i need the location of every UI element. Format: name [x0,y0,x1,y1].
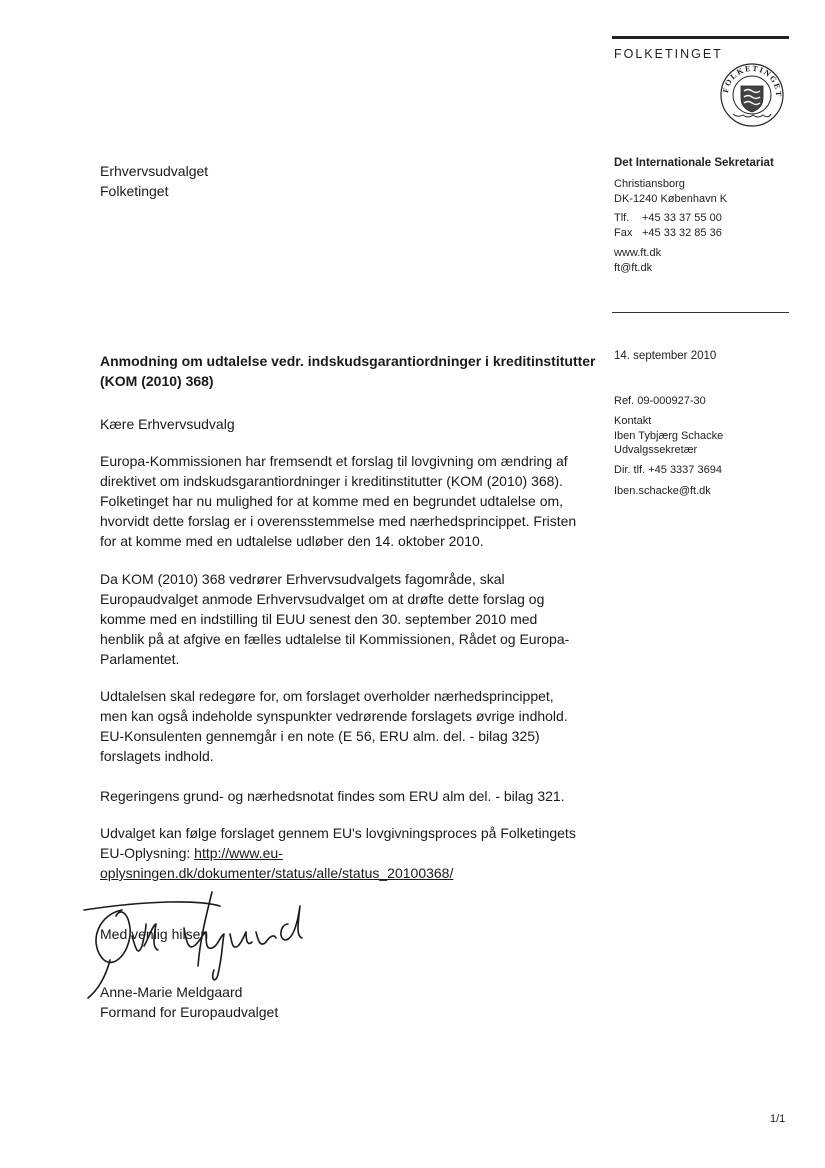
paragraph-line: Parlamentet. [100,651,180,667]
paragraph-4: Regeringens grund- og nærhedsnotat findes som ERU alm del. - bilag 321. [100,788,565,804]
paragraph-line: komme med en indstilling til EUU senest den 30. september 2010 med [100,611,538,627]
paragraph-line: Udvalget kan følge forslaget gennem EU's lovgivningsproces på Folketingets [100,825,576,841]
subject-line: Anmodning om udtalelse vedr. indskudsgarantiordninger i kreditinstitutter [100,353,596,369]
paragraph-line: direktivet om indskudsgarantiordninger i kreditinstitutter (KOM (2010) 368). [100,473,563,489]
paragraph-line: hvorvidt dette forslag er i overensstemmelse med nærhedsprincippet. Fristen [100,513,577,529]
paragraph-line: Da KOM (2010) 368 vedrører Erhvervsudvalgets fagområde, skal [100,571,505,587]
paragraph-line: Europa-Kommissionen har fremsendt et forslag til lovgivning om ændring af [100,453,568,469]
website: www.ft.dk [614,247,662,259]
svg-text:FOLKETINGET: FOLKETINGET [721,63,784,98]
phone-label: Tlf. [614,212,630,224]
paragraph-line: henblik på at afgive en fælles udtalelse til Kommissionen, Rådet og Europa- [100,631,570,647]
paragraph-line [100,843,590,863]
address-city: DK-1240 København K [614,192,728,205]
sender-web-email [614,246,661,275]
department-name: Det Internationale Sekretariat [614,157,774,169]
eu-info-link[interactable]: http://www.eu- [194,845,283,861]
paragraph-3 [100,686,590,766]
contact-name: Iben Tybjærg Schacke [614,429,724,442]
brand-name: FOLKETINGET [614,47,723,61]
contact-email: Iben.schacke@ft.dk [614,485,711,497]
fax-number: +45 33 32 85 36 [642,226,722,239]
email: ft@ft.dk [614,261,653,274]
sign-off: Med venlig hilsen [100,926,209,942]
direct-phone: Dir. tlf. +45 3337 3694 [614,464,722,476]
contact-title: Udvalgssekretær [614,444,698,456]
sender-phone-fax [614,211,722,240]
address-street: Christiansborg [614,178,685,190]
paragraph-line: for at komme med en udtalelse udløber den 14. oktober 2010. [100,533,484,549]
signer-name: Anne-Marie Meldgaard [100,984,243,1000]
sender-department [614,156,774,171]
recipient-block [100,161,208,201]
phone-number: +45 33 37 55 00 [642,212,722,224]
paragraph-5 [100,823,590,883]
paragraph-1 [100,451,590,551]
subject-line: (KOM (2010) 368) [100,373,214,389]
paragraph-line: Europaudvalget anmode Erhvervsudvalget om at drøfte dette forslag og [100,591,545,607]
paragraph-line: men kan også indeholde synspunkter vedrørende forslagets øvrige indhold. [100,708,568,724]
page-number: 1/1 [770,1113,786,1125]
signer-block [100,982,278,1022]
contact-block [614,414,723,458]
paragraph-2 [100,569,590,669]
paragraph-line: Udtalelsen skal redegøre for, om forslaget overholder nærhedsprincippet, [100,688,554,704]
reference-number: Ref. 09-000927-30 [614,395,706,407]
paragraph-line: EU-Konsulenten gennemgår i en note (E 56, ERU alm. del. - bilag 325) [100,728,540,744]
eu-info-link-continued[interactable]: oplysningen.dk/dokumenter/status/alle/status_20100368/ [100,865,454,881]
recipient-line: Erhvervsudvalget [100,163,209,179]
sender-address [614,177,727,206]
recipient-line: Folketinget [100,183,169,199]
sidebar-divider [612,312,789,313]
fax-label: Fax [614,226,633,239]
salutation: Kære Erhvervsudvalg [100,416,235,432]
letter-date: 14. september 2010 [614,350,717,362]
paragraph-line: Folketinget har nu mulighed for at komme med en begrundet udtalelse om, [100,493,564,509]
contact-label: Kontakt [614,415,652,427]
letter-subject [100,351,600,391]
signer-title: Formand for Europaudvalget [100,1004,279,1020]
eu-info-prefix: EU-Oplysning: [100,845,195,861]
header-rule [612,36,789,39]
folketinget-seal-logo [719,62,785,128]
paragraph-line: forslagets indhold. [100,748,214,764]
